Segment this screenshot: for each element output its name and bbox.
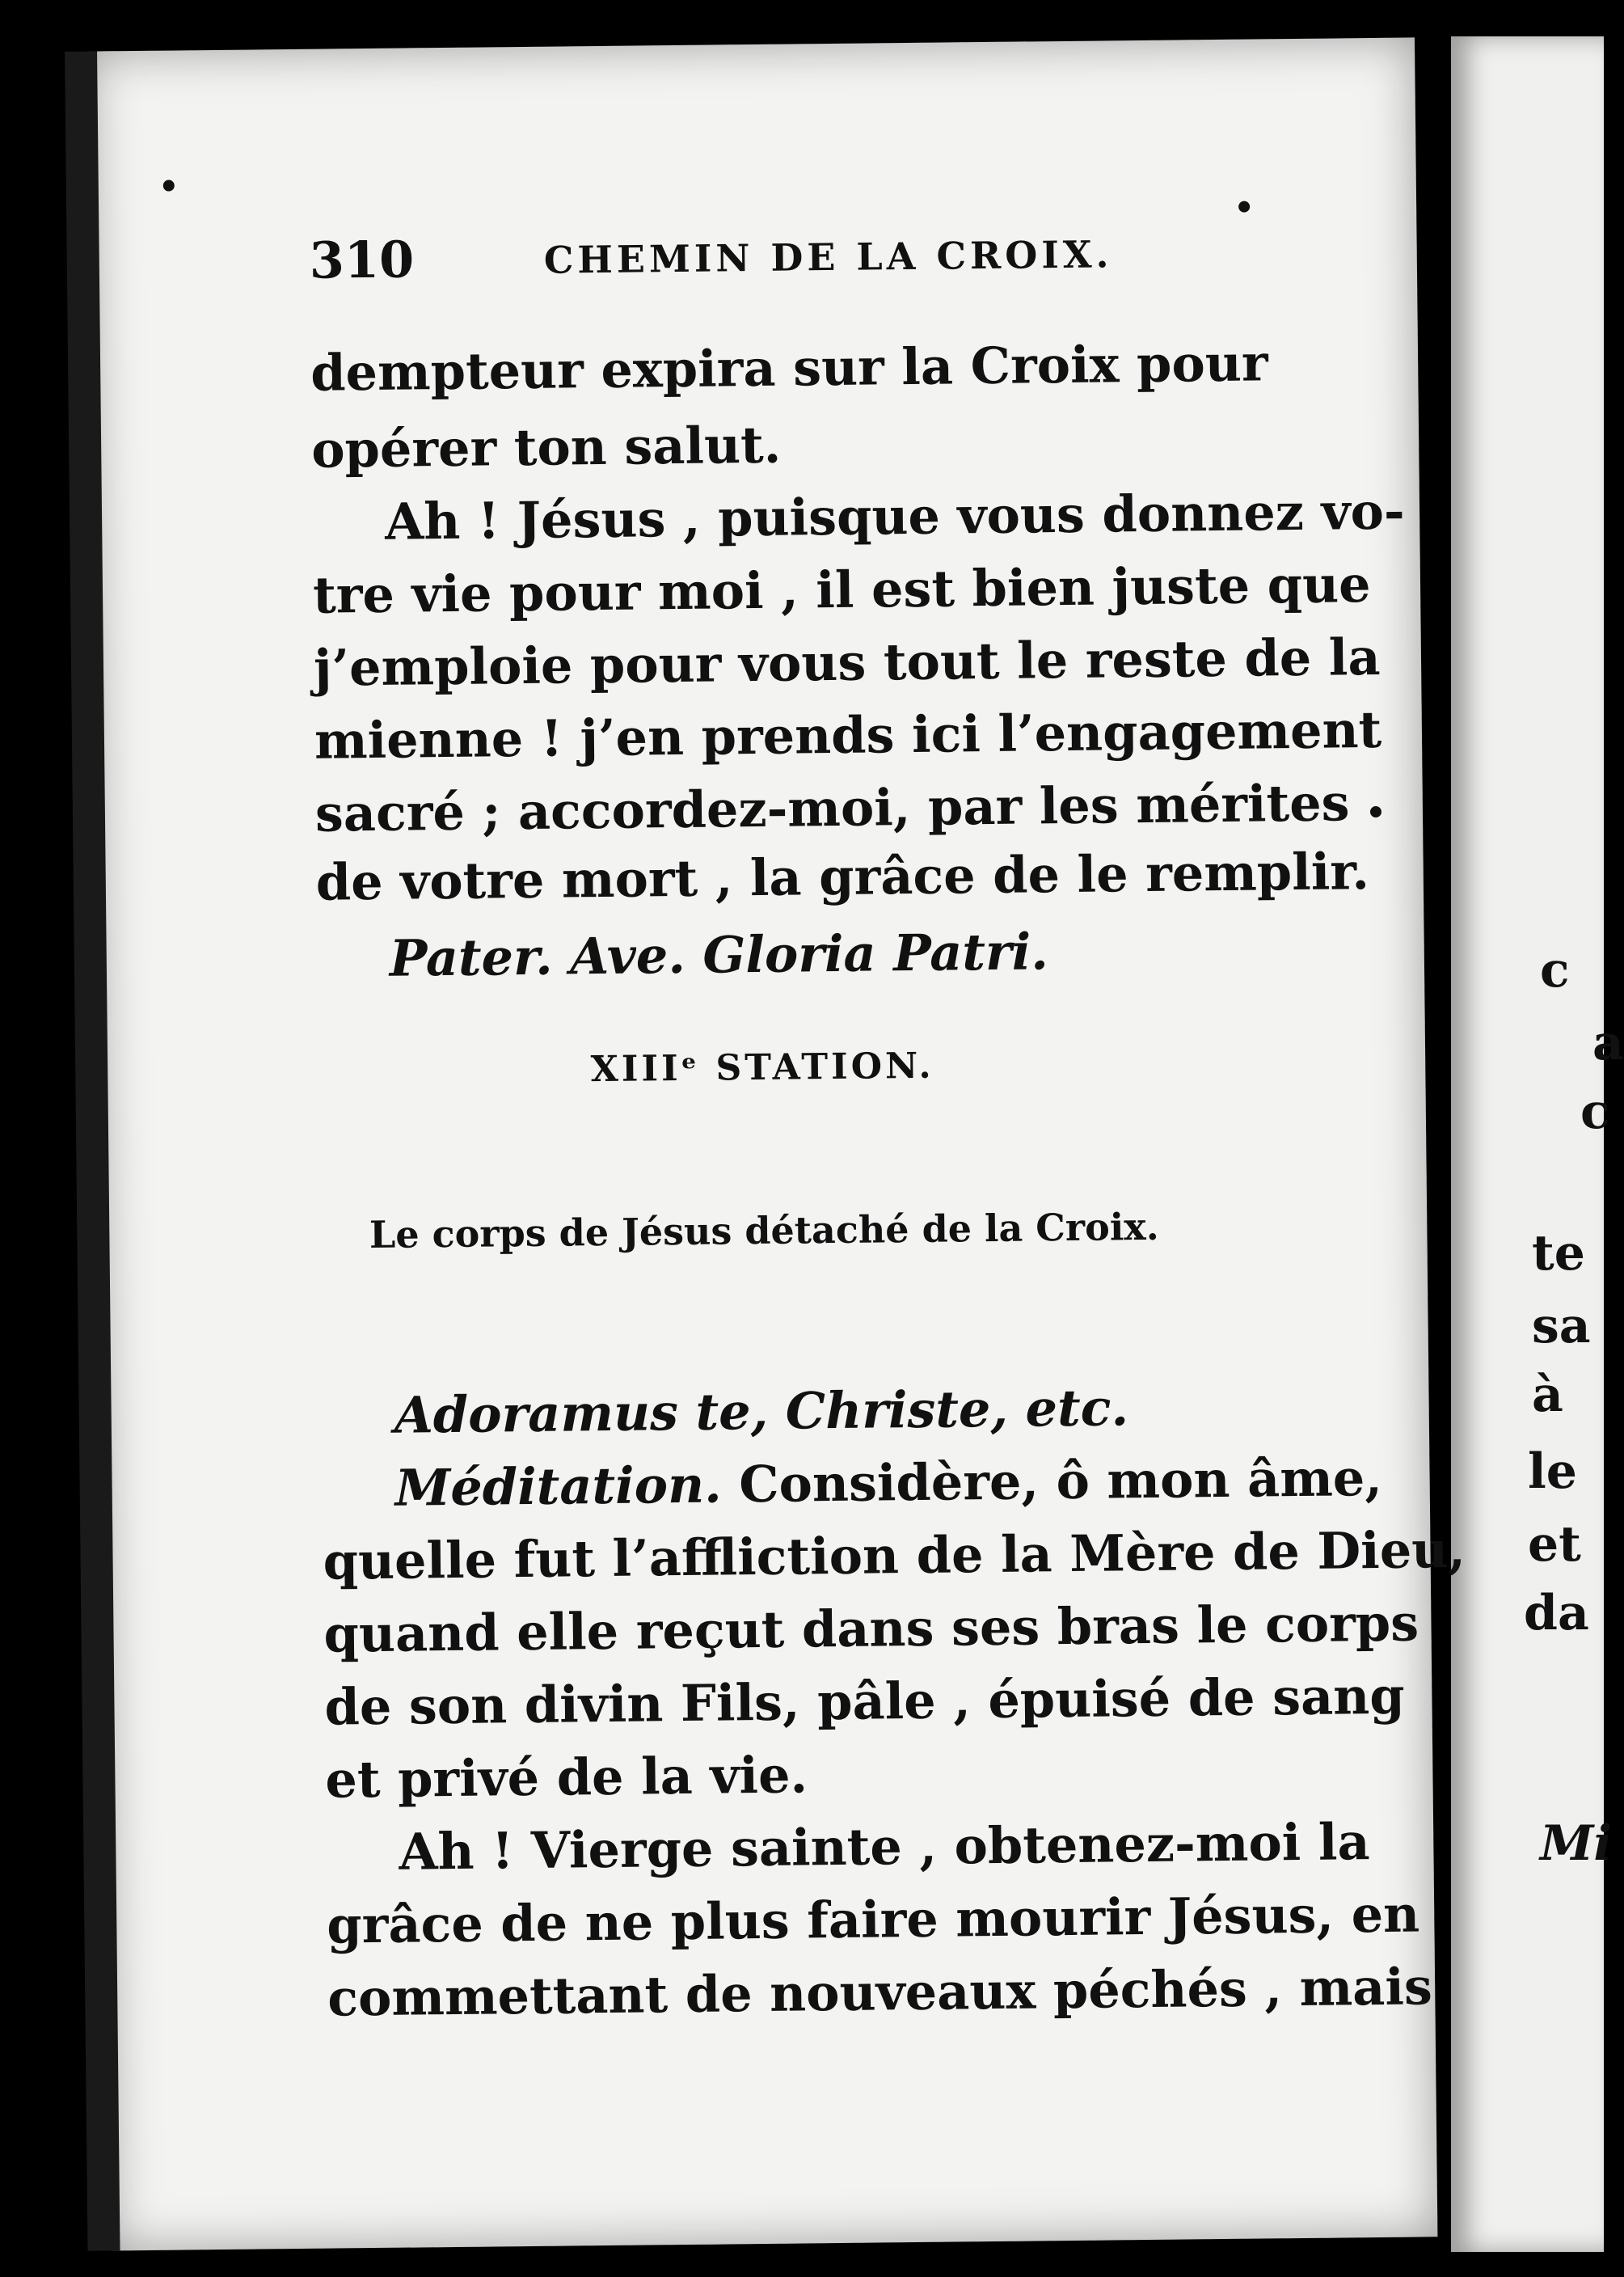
ink-spot: [163, 180, 175, 191]
text-line: sacré ; accordez-moi, par les mérites: [314, 773, 1350, 843]
facing-page-fragment: a: [1592, 1015, 1624, 1071]
facing-page-fragment: c: [1580, 1084, 1610, 1140]
prayer-line: Pater. Ave. Gloria Patri.: [389, 922, 1049, 988]
book-page: [89, 37, 1466, 2250]
page-header: [309, 220, 1409, 320]
text-line: tre vie pour moi , il est bien juste que: [312, 555, 1371, 625]
station-heading: XIIIᵉ STATION.: [590, 1045, 934, 1091]
facing-page-fragment: sa: [1532, 1298, 1591, 1354]
meditation-label: Méditation.: [394, 1455, 723, 1518]
ink-spot: [1370, 806, 1381, 817]
text-line: quelle fut l’affliction de la Mère de Dieu,: [323, 1519, 1466, 1591]
page-number: 310: [309, 230, 415, 290]
meditation-text: Considère, ô mon âme,: [721, 1447, 1383, 1514]
text-line: j’emploie pour vous tout le reste de la: [313, 627, 1381, 698]
facing-page-fragment: le: [1528, 1443, 1577, 1500]
text-line: de votre mort , la grâce de le remplir.: [315, 842, 1370, 912]
text-line: de son divin Fils, pâle , épuisé de sang: [324, 1666, 1405, 1737]
running-head: CHEMIN DE LA CROIX.: [543, 232, 1113, 282]
text-line: commettant de nouveaux péchés , mais: [327, 1957, 1433, 2028]
text-line: dempteur expira sur la Croix pour: [310, 333, 1268, 403]
facing-page-edge: [1451, 36, 1624, 2252]
adoramus-line: Adoramus te, Christe, etc.: [394, 1378, 1129, 1445]
facing-page-fragment: te: [1532, 1225, 1585, 1282]
text-line: quand elle reçut dans ses bras le corps: [323, 1593, 1419, 1664]
facing-page-fragment: c: [1540, 942, 1570, 999]
text-line: mienne ! j’en prends ici l’engagement: [314, 699, 1382, 771]
facing-page-fragment: et: [1528, 1516, 1581, 1573]
text-line: [394, 1447, 1383, 1518]
text-line: Ah ! Vierge sainte , obtenez-moi la: [399, 1812, 1370, 1882]
facing-page-fragment: da: [1524, 1585, 1589, 1641]
text-line: et privé de la vie.: [325, 1745, 808, 1810]
ink-spot: [1238, 201, 1250, 213]
facing-page-fragment: Mi: [1540, 1815, 1613, 1872]
text-line: opérer ton salut.: [310, 415, 782, 479]
text-line: Ah ! Jésus , puisque vous donnez vo-: [384, 481, 1405, 551]
text-line: grâce de ne plus faire mourir Jésus, en: [326, 1884, 1420, 1955]
station-subtitle: Le corps de Jésus détaché de la Croix.: [369, 1204, 1159, 1257]
facing-page-fragment: à: [1532, 1367, 1563, 1423]
